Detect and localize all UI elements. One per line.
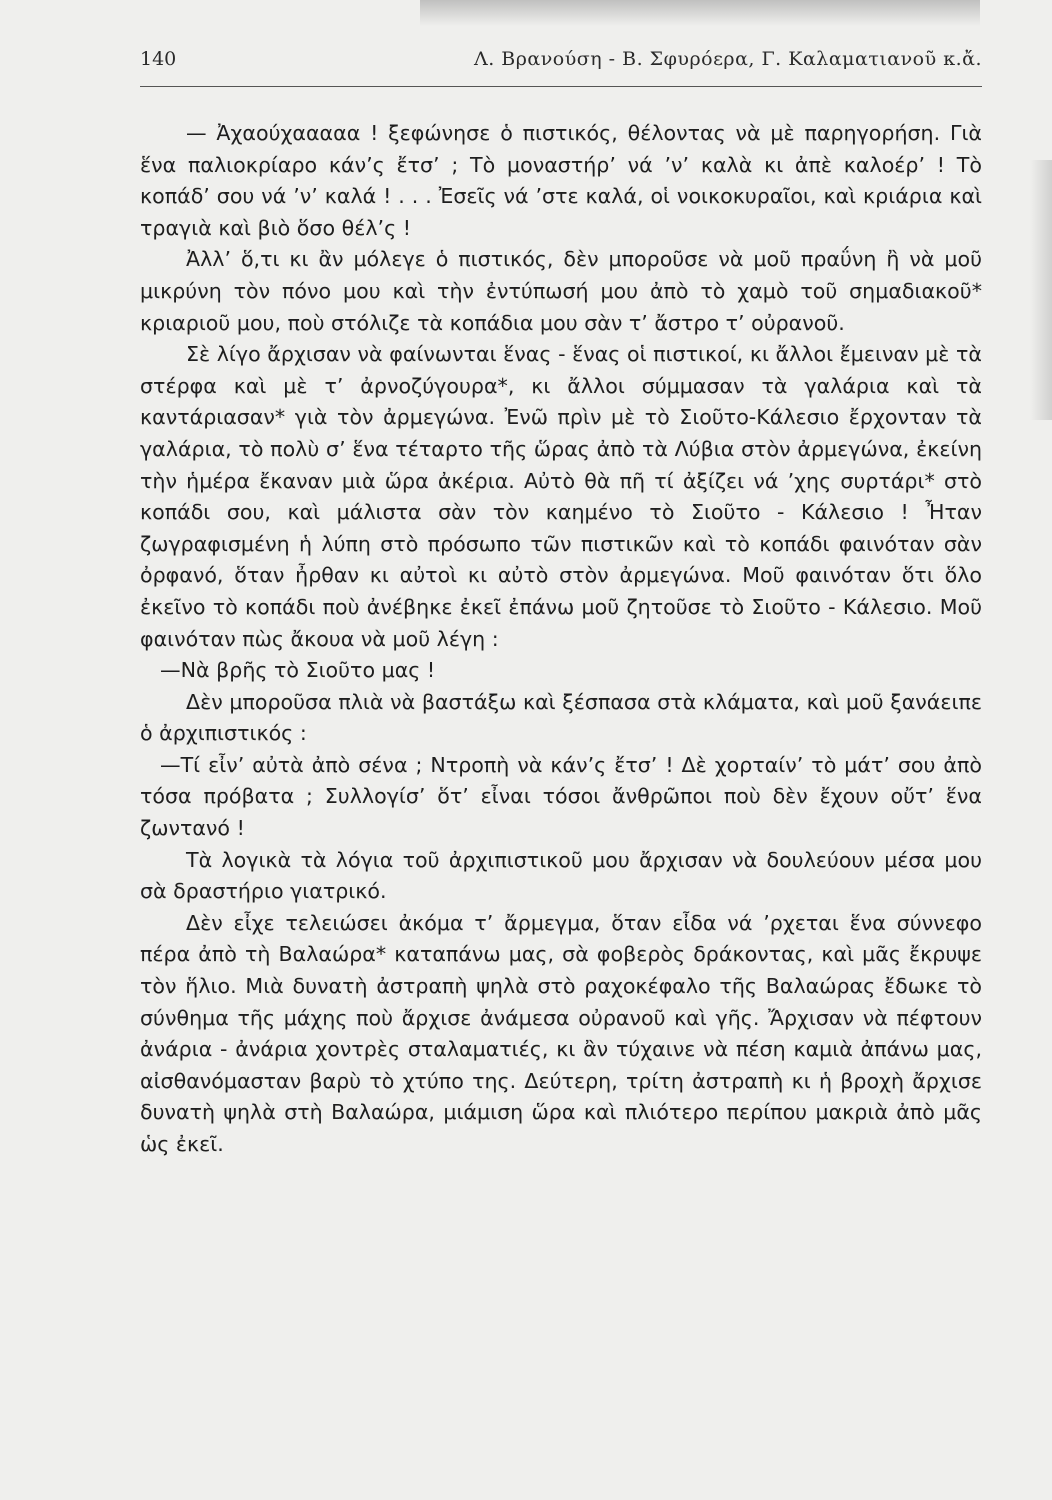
paragraph: Ἀλλ’ ὅ,τι κι ἂν μόλεγε ὁ πιστικός, δὲν μποροῦσε νὰ μοῦ πραΰνη ἢ νὰ μοῦ μικρύνη τὸν πόνο μου καὶ τὴν ἐντύπωσή μου ἀπὸ τὸ χαμὸ τοῦ σημαδιακοῦ* κριαριοῦ μου, ποὺ στόλιζε τὰ κοπάδια μου σὰν τ’ ἄστρο τ’ οὐρανοῦ. bbox=[140, 247, 982, 335]
scan-bleed-top bbox=[420, 0, 980, 26]
scan-bleed-right bbox=[1030, 160, 1052, 420]
paragraph: Δὲν μποροῦσα πλιὰ νὰ βαστάξω καὶ ξέσπασα στὰ κλάματα, καὶ μοῦ ξανάειπε ὁ ἀρχιπιστικός : bbox=[140, 689, 982, 746]
running-head: Λ. Βρανούση - Β. Σφυρόερα, Γ. Καλαματιανοῦ κ.ἄ. bbox=[473, 48, 982, 70]
body-text bbox=[140, 118, 982, 1161]
paragraph: — Ἀχαούχααααα ! ξεφώνησε ὁ πιστικός, θέλοντας νὰ μὲ παρηγορήση. Γιὰ ἕνα παλιοκρίαρο κάν’ς ἔτσ’ ; Τὸ μοναστήρ’ νά ’ν’ καλὰ κι ἀπὲ καλοέρ’ ! Τὸ κοπάδ’ σου νά ’ν’ καλά ! . . . Ἐσεῖς νά ’στε καλά, οἱ νοικοκυραῖοι, καὶ κριάρια καὶ τραγιὰ καὶ βιὸ ὅσο θέλ’ς ! bbox=[140, 121, 982, 240]
header-rule bbox=[140, 86, 982, 87]
paragraph: Δὲν εἶχε τελειώσει ἀκόμα τ’ ἄρμεγμα, ὅταν εἶδα νά ’ρχεται ἕνα σύννεφο πέρα ἀπὸ τὴ Βαλαώρα* καταπάνω μας, σὰ φοβερὸς δράκοντας, καὶ μᾶς ἔκρυψε τὸν ἥλιο. Μιὰ δυνατὴ ἀστραπὴ ψηλὰ στὸ ραχοκέφαλο τῆς Βαλαώρας ἔδωκε τὸ σύνθημα τῆς μάχης ποὺ ἄρχισε ἀνάμεσα οὐρανοῦ καὶ γῆς. Ἄρχισαν νὰ πέφτουν ἀνάρια - ἀνάρια χοντρὲς σταλαματιές, κι ἂν τύχαινε νὰ πέση καμιὰ ἀπάνω μας, αἰσθανόμασταν βαρὺ τὸ χτύπο της. Δεύτερη, τρίτη ἀστραπὴ κι ἡ βροχὴ ἄρχισε δυνατὴ ψηλὰ στὴ Βαλαώρα, μιάμιση ὥρα καὶ πλιότερο περίπου μακριὰ ἀπὸ μᾶς ὡς ἐκεῖ. bbox=[140, 910, 982, 1156]
paragraph: Τὰ λογικὰ τὰ λόγια τοῦ ἀρχιπιστικοῦ μου ἄρχισαν νὰ δουλεύουν μέσα μου σὰ δραστήριο γιατρικό. bbox=[140, 847, 982, 904]
paragraph: Σὲ λίγο ἄρχισαν νὰ φαίνωνται ἕνας - ἕνας οἱ πιστικοί, κι ἄλλοι ἔμειναν μὲ τὰ στέρφα καὶ μὲ τ’ ἀρνοζύγουρα*, κι ἄλλοι σύμμασαν τὰ γαλάρια καὶ τὰ καντάριασαν* γιὰ τὸν ἀρμεγώνα. Ἐνῶ πρὶν μὲ τὸ Σιοῦτο-Κάλεσιο ἔρχονταν τὰ γαλάρια, τὸ πολὺ σ’ ἕνα τέταρτο τῆς ὥρας ἀπὸ τὰ Λύβια στὸν ἀρμεγώνα, ἐκείνη τὴν ἡμέρα ἔκαναν μιὰ ὥρα ἀκέρια. Αὐτὸ θὰ πῆ τί ἀξίζει νά ’χης συρτάρι* στὸ κοπάδι σου, καὶ μάλιστα σὰν τὸν καημένο τὸ Σιοῦτο - Κάλεσιο ! Ἦταν ζωγραφισμένη ἡ λύπη στὸ πρόσωπο τῶν πιστικῶν καὶ τὸ κοπάδι φαινόταν σὰν ὀρφανό, ὅταν ἦρθαν κι αὐτοὶ κι αὐτὸ στὸν ἀρμεγώνα. Μοῦ φαινόταν ὅτι ὅλο ἐκεῖνο τὸ κοπάδι ποὺ ἀνέβηκε ἐκεῖ ἐπάνω μοῦ ζητοῦσε τὸ Σιοῦτο - Κάλεσιο. Μοῦ φαινόταν πὼς ἄκουα νὰ μοῦ λέγη : bbox=[140, 342, 982, 651]
page-header bbox=[140, 48, 982, 88]
page-number: 140 bbox=[140, 48, 177, 70]
dialogue-line: —Τί εἶν’ αὐτὰ ἀπὸ σένα ; Ντροπὴ νὰ κάν’ς ἔτσ’ ! Δὲ χορταίν’ τὸ μάτ’ σου ἀπὸ τόσα πρόβατα ; Συλλογίσ’ ὅτ’ εἶναι τόσοι ἄνθρῶποι ποὺ δὲν ἔχουν οὔτ’ ἕνα ζωντανό ! bbox=[140, 752, 982, 841]
dialogue-line: —Νὰ βρῆς τὸ Σιοῦτο μας ! bbox=[160, 658, 436, 683]
